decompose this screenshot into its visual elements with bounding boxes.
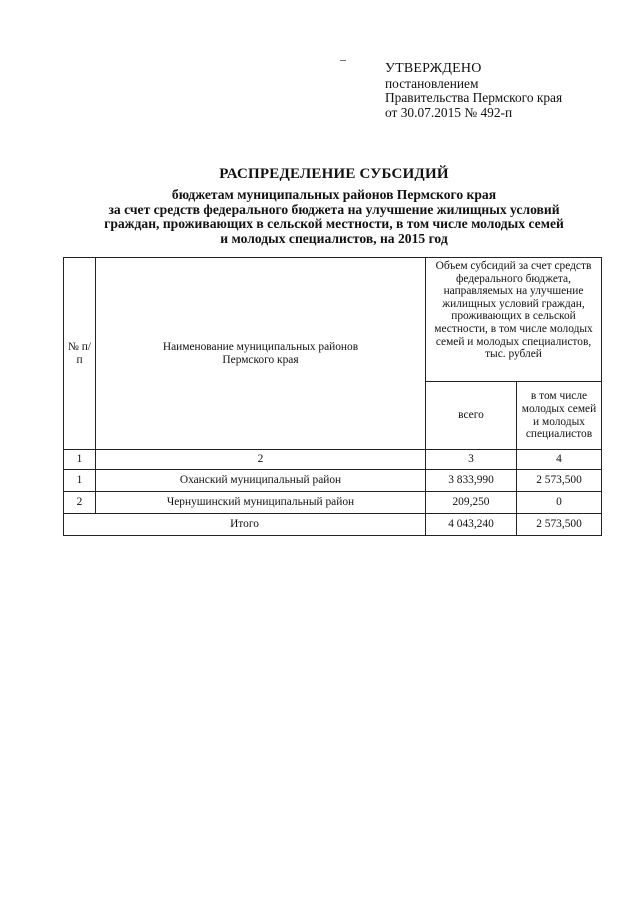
scan-mark bbox=[340, 60, 346, 61]
summary-total: 4 043,240 bbox=[426, 514, 517, 536]
row-total: 209,250 bbox=[426, 492, 517, 514]
table-row bbox=[64, 470, 602, 492]
row-number: 1 bbox=[64, 470, 96, 492]
row-district-name: Чернушинский муниципальный район bbox=[96, 492, 426, 514]
approval-stamp bbox=[385, 62, 625, 120]
row-young: 2 573,500 bbox=[517, 470, 602, 492]
approval-line-resolution: постановлением bbox=[385, 75, 479, 91]
table-row bbox=[64, 492, 602, 514]
row-number: 2 bbox=[64, 492, 96, 514]
summary-row bbox=[64, 514, 602, 536]
document-title: РАСПРЕДЕЛЕНИЕ СУБСИДИЙ bbox=[219, 166, 449, 182]
header-volume bbox=[426, 258, 602, 382]
header-including bbox=[517, 382, 602, 450]
row-district-name: Оханский муниципальный район bbox=[96, 470, 426, 492]
subtitle-line: граждан, проживающих в сельской местности, в том числе молодых семей bbox=[104, 216, 564, 232]
subtitle-line: за счет средств федерального бюджета на улучшение жилищных условий bbox=[108, 201, 560, 217]
header-name bbox=[96, 258, 426, 450]
approval-line-government: Правительства Пермского края bbox=[385, 90, 563, 106]
header-total: всего bbox=[426, 382, 517, 450]
document-subtitle bbox=[60, 188, 608, 246]
header-volume-text: Объем субсидий за счет средств федерального бюджета, направляемых на улучшение жилищных условий граждан, проживающих в сельской местности, в том числе молодых семей и молодых специалистов, тыс. рублей bbox=[434, 260, 593, 361]
column-number: 2 bbox=[96, 450, 426, 470]
subtitle-line: бюджетам муниципальных районов Пермского края bbox=[171, 187, 497, 202]
header-including-text: в том числе молодых семей и молодых специалистов bbox=[521, 390, 597, 441]
subtitle-line: и молодых специалистов, на 2015 год bbox=[220, 230, 448, 246]
column-number-row bbox=[64, 450, 602, 470]
row-total: 3 833,990 bbox=[426, 470, 517, 492]
approval-line-date: от 30.07.2015 № 492-п bbox=[385, 104, 513, 120]
column-number: 1 bbox=[64, 450, 96, 470]
header-name-text: Наименование муниципальных районов Пермского края bbox=[162, 340, 359, 366]
column-number: 3 bbox=[426, 450, 517, 470]
header-number-text: № п/п bbox=[68, 340, 91, 366]
header-number bbox=[64, 258, 96, 450]
row-young: 0 bbox=[517, 492, 602, 514]
summary-label: Итого bbox=[64, 514, 426, 536]
subsidy-table bbox=[63, 257, 602, 536]
column-number: 4 bbox=[517, 450, 602, 470]
summary-young: 2 573,500 bbox=[517, 514, 602, 536]
approval-line-approved: УТВЕРЖДЕНО bbox=[385, 61, 482, 76]
